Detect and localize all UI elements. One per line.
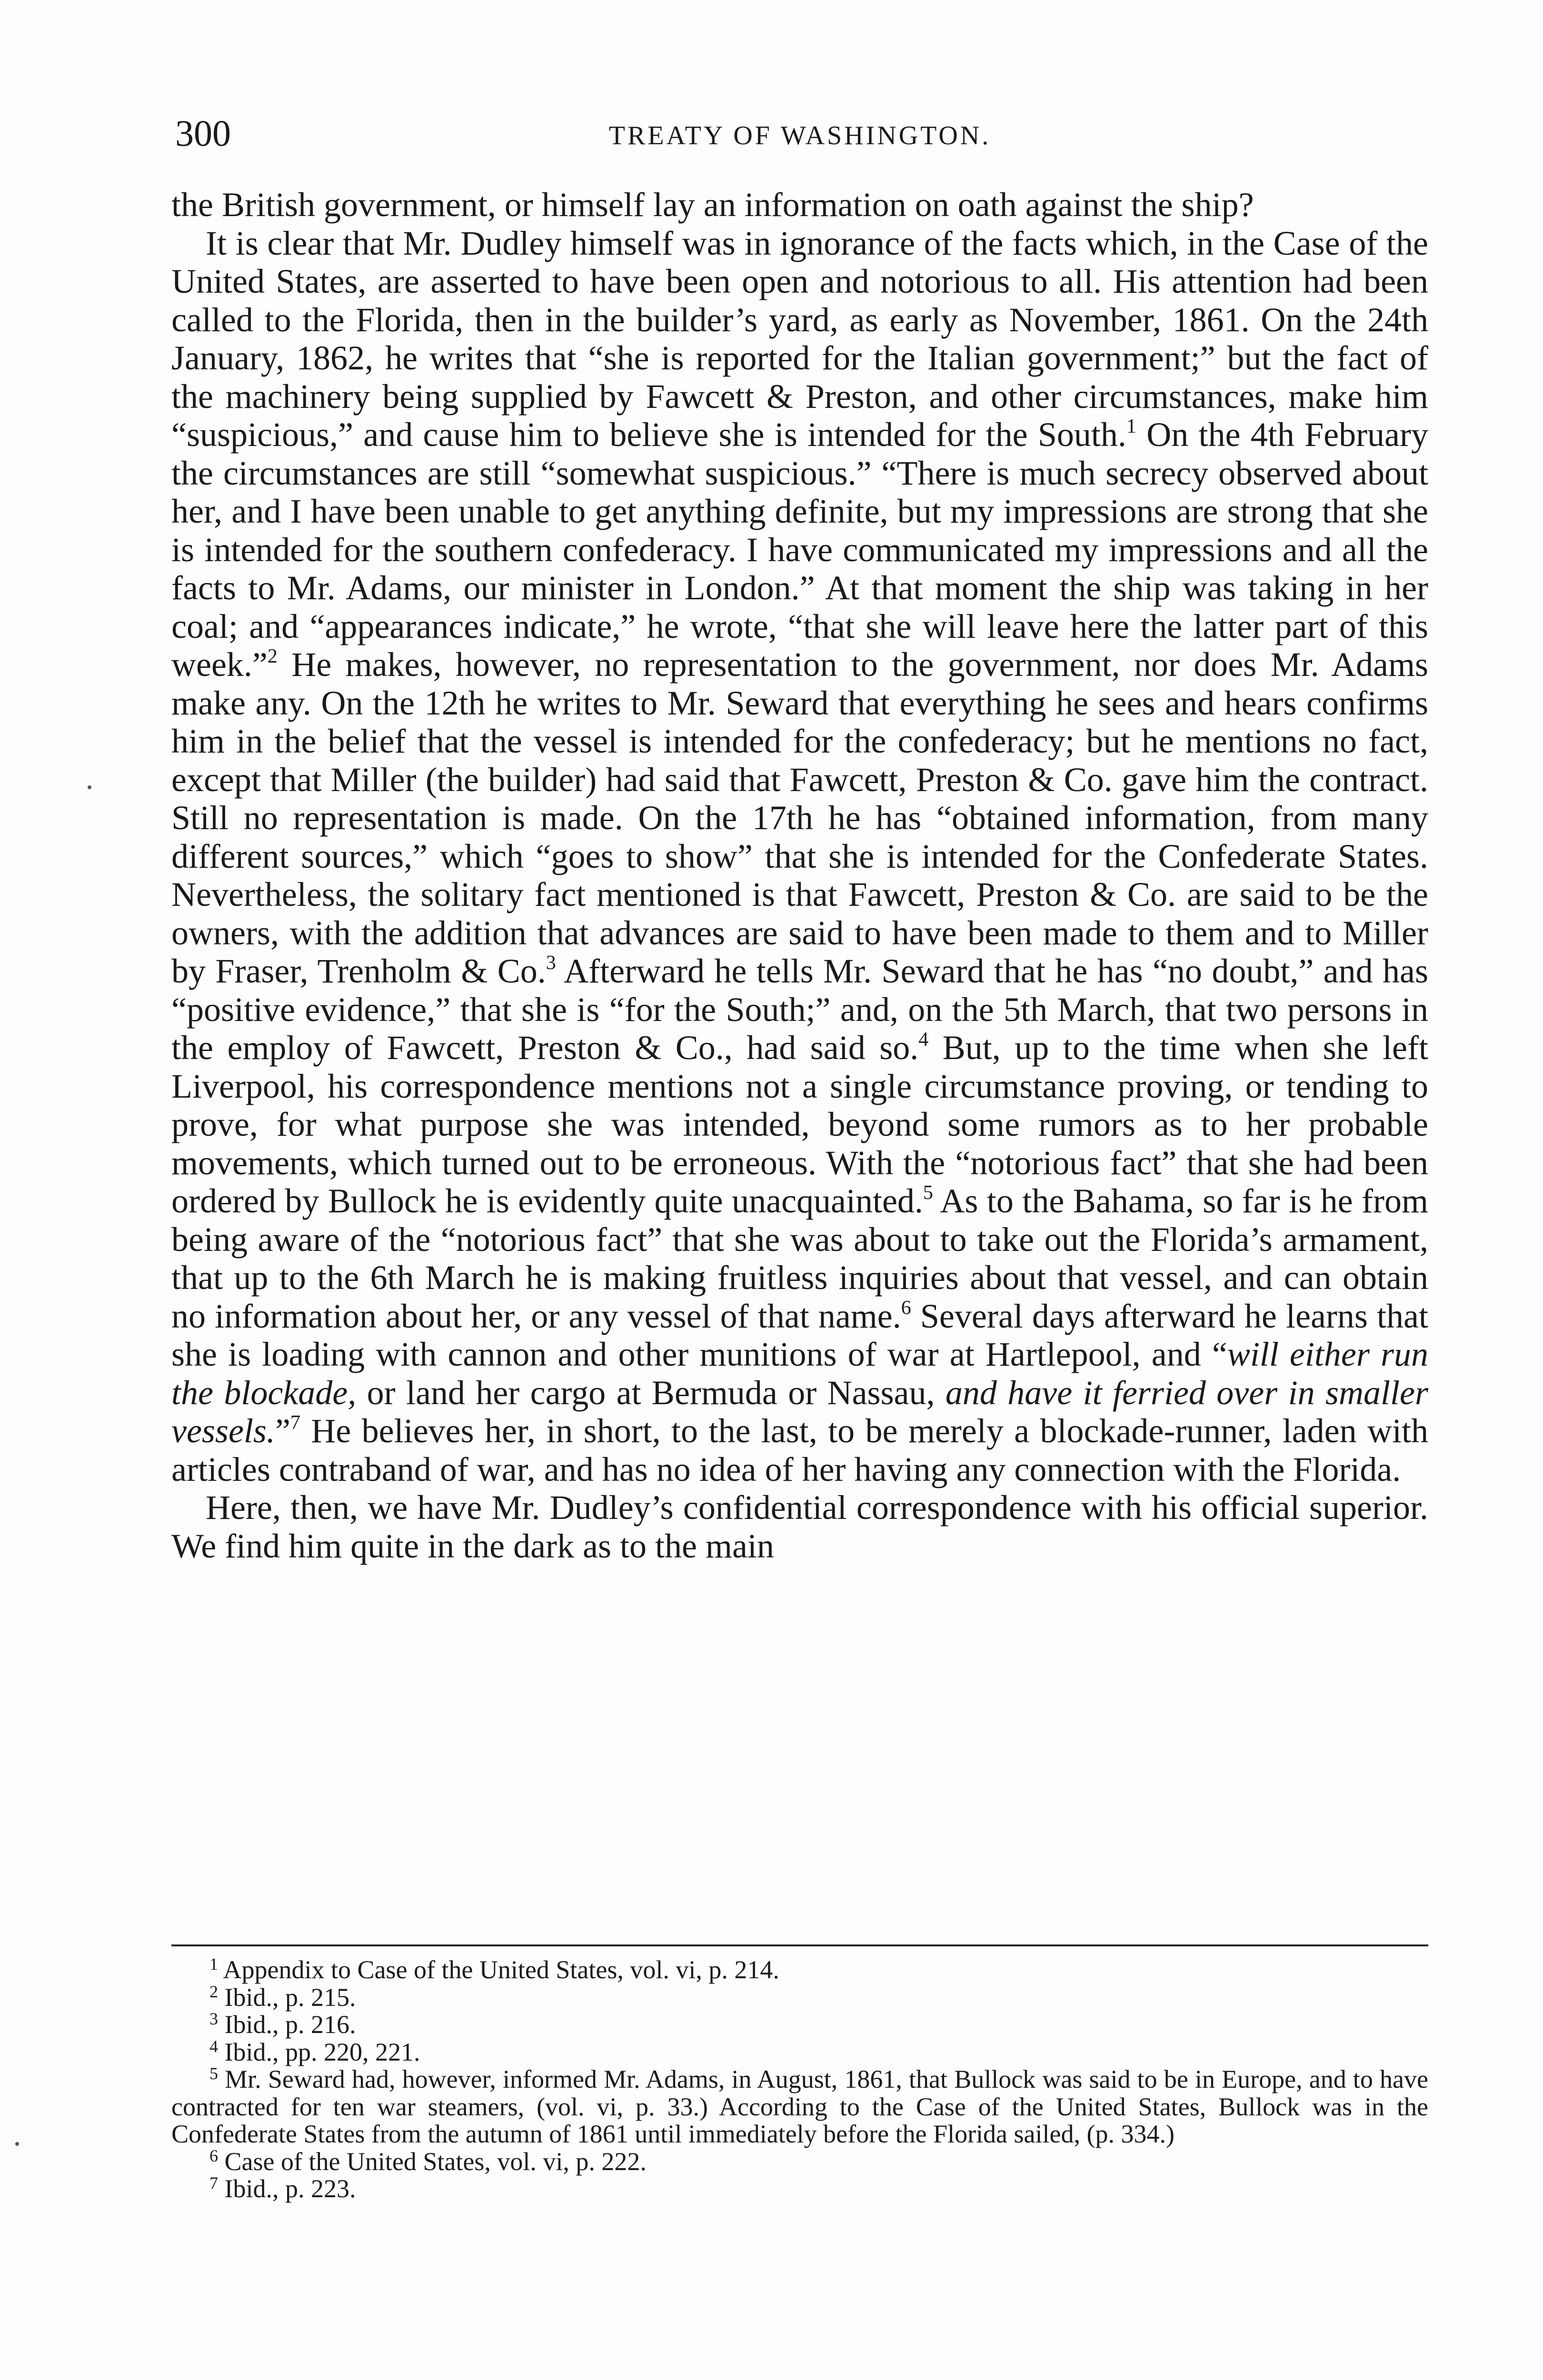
footnote-ref-1: 1 <box>1126 416 1136 437</box>
paragraph-conclusion <box>171 1488 1428 1565</box>
page-number: 300 <box>175 112 231 154</box>
running-title: TREATY OF WASHINGTON. <box>608 121 991 150</box>
footnote-mark: 5 <box>209 2064 218 2083</box>
footnote-ref-3: 3 <box>546 952 556 974</box>
footnote-mark: 2 <box>209 1982 218 2001</box>
footnote-text: Appendix to Case of the United States, vol. vi, p. 214. <box>223 1955 779 1984</box>
footnote <box>171 2066 1428 2148</box>
footnote-ref-4: 4 <box>918 1029 929 1051</box>
paragraph-text: or land her cargo at Bermuda or Nassau, <box>356 1373 946 1412</box>
paragraph-text: He believes her, in short, to the last, to be merely a blockade-runner, laden with articles contraband of war, and has no idea of her having any connection with the Florida. <box>171 1412 1428 1488</box>
paragraph-text: But, up to the time when she left Liverpool, his correspondence mentions not a single circumstance proving, or tending to prove, for what purpose she was intended, beyond some rumors as to her probable movements, which turned out to be erroneous. With the “notorious fact” that she had been ordered by Bullock he is evidently quite unacquainted. <box>171 1029 1428 1220</box>
italic-quote: and have it ferried over in smaller vessels. <box>171 1373 1428 1450</box>
footnote-mark: 3 <box>209 2009 218 2028</box>
paragraph-text: the British government, or himself lay an information on oath against the ship? <box>171 186 1254 224</box>
paragraph-dudley <box>171 224 1428 1489</box>
paragraph-text: ” <box>275 1412 290 1450</box>
paragraph-text: Afterward he tells Mr. Seward that he has “no doubt,” and has “positive evidence,” that she is “for the South;” and, on the 5th March, that two persons in the employ of Fawcett, Preston & Co., had said so. <box>171 952 1428 1067</box>
footnote-text: Ibid., pp. 220, 221. <box>224 2037 420 2066</box>
footnote-ref-5: 5 <box>923 1182 933 1204</box>
footnote <box>171 2036 1428 2066</box>
paragraph-text: As to the Bahama, so far is he from being aware of the “notorious fact” that she was about to take out the Florida’s armament, that up to the 6th March he is making fruitless inquiries about that vessel, and can obtain no information about her, or any vessel of that name. <box>171 1182 1429 1335</box>
footnote-text: Case of the United States, vol. vi, p. 222. <box>224 2147 647 2176</box>
footnote-mark: 1 <box>209 1954 218 1973</box>
footnote-mark: 6 <box>209 2146 218 2165</box>
page-header <box>171 109 1428 162</box>
footnote-text: Mr. Seward had, however, informed Mr. Adams, in August, 1861, that Bullock was said to be in Europe, and to have contracted for ten war steamers, (vol. vi, p. 33.) According to the Case of the United States, Bullock was in the Confederate States from the autumn of 1861 until immediately before the Florida sailed, (p. 334.) <box>171 2065 1428 2148</box>
footnote-text: Ibid., p. 215. <box>224 1983 356 2012</box>
footnote <box>171 2148 1428 2176</box>
footnote <box>171 2175 1428 2203</box>
footnote <box>171 2011 1428 2039</box>
main-text <box>171 186 1428 1565</box>
footnote-mark: 7 <box>209 2173 218 2192</box>
paragraph-text: On the 4th February the circumstances are still “somewhat suspicious.” “There is much secrecy observed about her, and I have been unable to get anything definite, but my impressions are strong that she is intended for the southern confederacy. I have communicated my impressions and all the facts to Mr. Adams, our minister in London.” At that moment the ship was taking in her coal; and “appearances indicate,” he wrote, “that she will leave here the latter part of this week.” <box>171 416 1428 684</box>
paragraph-text: He makes, however, no representation to the government, nor does Mr. Adams make any. On the 12th he writes to Mr. Seward that everything he sees and hears confirms him in the belief that the vessel is intended for the confederacy; but he mentions no fact, except that Miller (the builder) had said that Fawcett, Preston & Co. gave him the contract. Still no representation is made. On the 17th he has “obtained information, from many different sources,” which “goes to show” that she is intended for the Confederate States. Nevertheless, the solitary fact mentioned is that Fawcett, Preston & Co. are said to be the owners, with the addition that advances are said to have been made to them and to Miller by Fraser, Trenholm & Co. <box>171 645 1428 990</box>
scan-speck <box>88 785 91 789</box>
footnote-ref-7: 7 <box>290 1412 300 1434</box>
footnote-mark: 4 <box>209 2036 218 2056</box>
footnote-text: Ibid., p. 216. <box>224 2010 356 2039</box>
footnote-divider <box>171 1944 1428 1946</box>
paragraph-text: Here, then, we have Mr. Dudley’s confidential correspondence with his official superior. We find him quite in the dark as to the main <box>171 1488 1428 1565</box>
paragraph-text: Several days afterward he learns that she is loading with cannon and other munitions of war at Hartlepool, and “ <box>171 1297 1428 1373</box>
paragraph-text: It is clear that Mr. Dudley himself was in ignorance of the facts which, in the Case of the United States, are asserted to have been open and notorious to all. His attention had been called to the Florida, then in the builder’s yard, as early as November, 1861. On the 24th January, 1862, he writes that “she is reported for the Italian government;” but the fact of the machinery being supplied by Fawcett & Preston, and other circumstances, make him “suspicious,” and cause him to believe she is intended for the South. <box>171 224 1428 454</box>
footnote <box>171 1984 1428 2012</box>
paragraph-continuation <box>171 186 1428 224</box>
footnote-ref-6: 6 <box>901 1297 911 1319</box>
footnote <box>171 1956 1428 1984</box>
footnotes <box>171 1956 1428 2203</box>
footnote-ref-2: 2 <box>267 645 278 667</box>
footnote-text: Ibid., p. 223. <box>224 2174 356 2203</box>
italic-quote: will either run the blockade, <box>171 1335 1428 1412</box>
scan-speck <box>15 2142 19 2146</box>
